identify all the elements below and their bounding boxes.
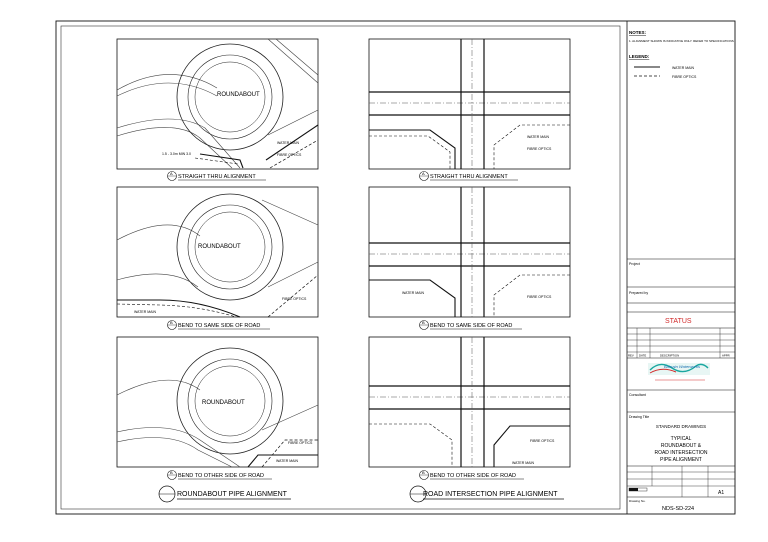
int-note-fibre-optics-b: FIBRE OPTICS: [527, 295, 552, 299]
caption-intersection-b: [420, 320, 523, 330]
int-note-fibre-optics-c: FIBRE OPTICS: [530, 439, 555, 443]
drawing-number: NDS-SD-224: [662, 506, 695, 512]
note-water-main-c: WATER MAIN: [276, 459, 298, 463]
roundabout-label-b: ROUNDABOUT: [198, 244, 241, 250]
sheet-size: A1: [718, 490, 725, 496]
intersection-panel-a: [369, 39, 570, 169]
caption-letter: B: [170, 320, 173, 325]
logo-text: Bahrain Waterworks: [664, 364, 700, 369]
drawing-title-line: PIPE ALIGNMENT: [660, 457, 702, 463]
rev-header: REV: [628, 353, 634, 358]
note-fibre-optics: FIBRE OPTICS: [277, 153, 302, 157]
int-note-water-main-b: WATER MAIN: [402, 291, 424, 295]
caption-letter: B: [170, 470, 173, 475]
notes-heading: NOTES:: [629, 30, 647, 35]
caption-letter: B: [422, 470, 425, 475]
roundabout-panel-b: [117, 187, 318, 317]
drawing-title-line: ROUNDABOUT &: [660, 443, 702, 449]
drawing-title-line: STANDARD DRAWINGS: [655, 424, 707, 429]
caption-text: BEND TO OTHER SIDE OF ROAD: [430, 473, 516, 479]
legend-fibre-optics: FIBRE OPTICS: [672, 75, 697, 79]
caption-text: BEND TO SAME SIDE OF ROAD: [178, 323, 261, 329]
roundabout-label-c: ROUNDABOUT: [202, 400, 245, 406]
drawing-no-label: Drawing No.: [629, 499, 646, 503]
rev-date-header: DATE: [639, 353, 647, 358]
prepared-label: Prepared by: [629, 291, 649, 295]
rev-desc-header: DESCRIPTION: [660, 353, 680, 358]
status-label: STATUS: [665, 318, 692, 325]
int-note-water-main: WATER MAIN: [527, 135, 549, 139]
drawing-title-line: TYPICAL: [670, 436, 692, 442]
roundabout-panel-a: [117, 39, 318, 169]
note-fibre-optics-c: FIBRE OPTICS: [288, 441, 313, 445]
caption-intersection-c: [420, 470, 525, 480]
roundabout-panel-c: [117, 337, 318, 467]
legend-heading: LEGEND:: [629, 54, 650, 59]
consultant-label: Consultant: [629, 393, 646, 397]
int-note-water-main-c: WATER MAIN: [512, 461, 534, 465]
drawing-title-label: Drawing Title: [629, 415, 650, 419]
caption-roundabout-b: [168, 320, 271, 330]
project-label: Project: [629, 262, 640, 266]
section-title-intersection: [410, 486, 564, 502]
caption-letter: A: [422, 171, 425, 176]
rev-appr-header: APPR: [722, 353, 730, 358]
caption-intersection-a: [420, 171, 519, 181]
title-block: [627, 30, 735, 512]
caption-letter: A: [170, 171, 173, 176]
caption-letter: B: [422, 320, 425, 325]
caption-roundabout-a: [168, 171, 267, 181]
section-title-text: ROAD INTERSECTION PIPE ALIGNMENT: [423, 491, 558, 498]
note-water-main: WATER MAIN: [277, 141, 299, 145]
drawing-title-line: ROAD INTERSECTION: [654, 450, 708, 456]
notes-text: 1. ALIGNMENT SHOWN IS INDICATIVE ONLY. REFER TO SPECIFICATIONS: [629, 39, 734, 43]
int-note-fibre-optics: FIBRE OPTICS: [527, 147, 552, 151]
legend-water-main: WATER MAIN: [672, 66, 694, 70]
intersection-panel-c: [369, 337, 570, 467]
section-title-roundabout: [159, 486, 291, 502]
caption-roundabout-c: [168, 470, 273, 480]
client-logo: [648, 363, 710, 380]
caption-text: STRAIGHT THRU ALIGNMENT: [178, 174, 256, 180]
note-fibre-optics-b: FIBRE OPTICS: [282, 297, 307, 301]
caption-text: STRAIGHT THRU ALIGNMENT: [430, 174, 508, 180]
caption-text: BEND TO OTHER SIDE OF ROAD: [178, 473, 264, 479]
caption-text: BEND TO SAME SIDE OF ROAD: [430, 323, 513, 329]
section-title-text: ROUNDABOUT PIPE ALIGNMENT: [177, 491, 287, 498]
note-water-main-b: WATER MAIN: [134, 310, 156, 314]
intersection-panel-b: [369, 187, 570, 317]
note-min-distance: 1.5 - 3.0m MIN 3.0: [162, 152, 191, 156]
roundabout-label: ROUNDABOUT: [217, 92, 260, 98]
